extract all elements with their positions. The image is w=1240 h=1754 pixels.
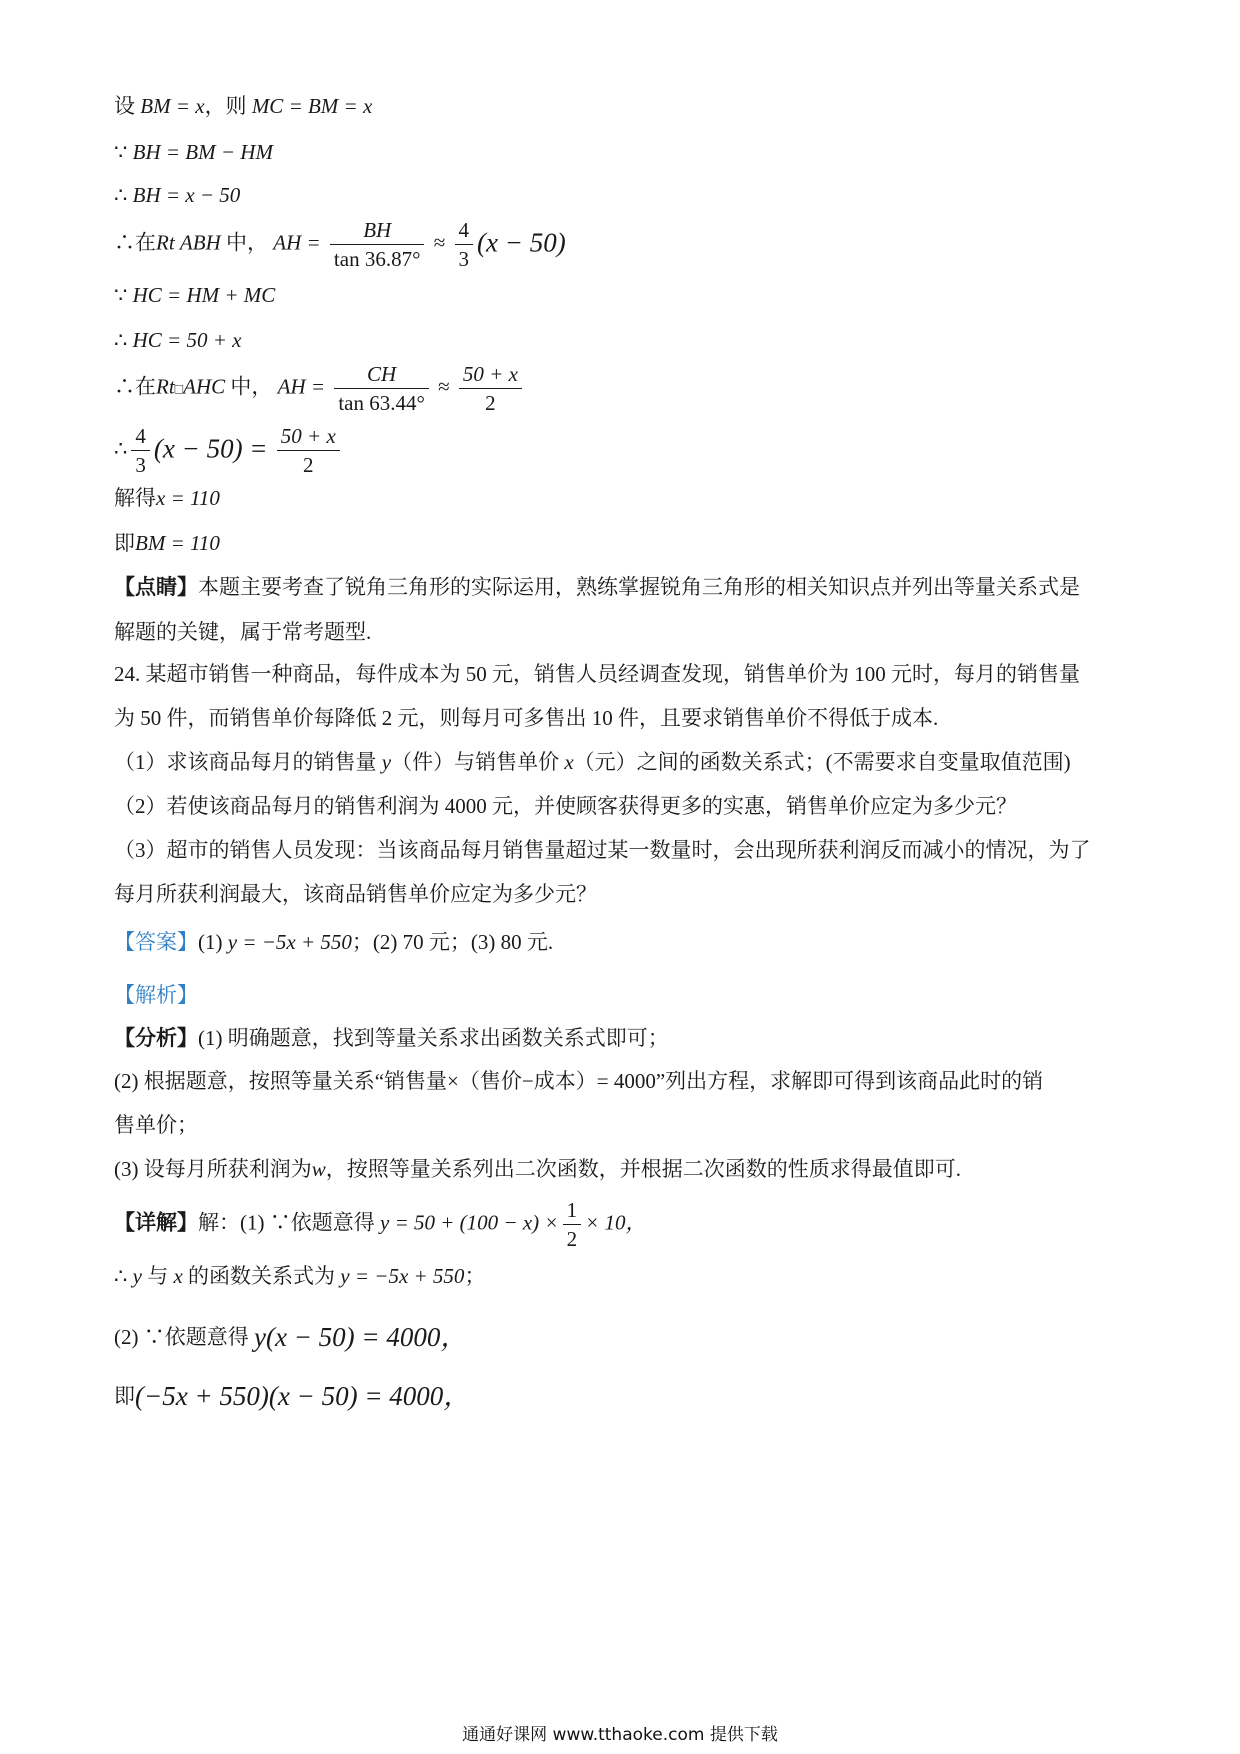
text: 售单价； (114, 1113, 198, 1137)
text: 设 (114, 94, 135, 118)
footer-text: 通通好课网 www.tthaoke.com 提供下载 (462, 1725, 778, 1745)
fenxi-line-2 (114, 1069, 1043, 1094)
text: 为 50 件，而销售单价每降低 2 元，则每月可多售出 10 件，且要求销售单价不得低于成本. (114, 706, 939, 730)
text: （3）超市的销售人员发现：当该商品每月销售量超过某一数量时，会出现所获利润反而减小的情况，为了 (114, 838, 1091, 862)
therefore-symbol: ∴ (114, 328, 128, 352)
math: AH = (277, 374, 326, 399)
because-symbol: ∵ (114, 140, 128, 164)
math: y = −5x + 550 (340, 1264, 465, 1288)
math: y = −5x + 550 (227, 930, 352, 954)
denominator: tan 63.44° (338, 391, 425, 416)
therefore-symbol: ∴ (114, 183, 128, 207)
question-24-sub-1 (114, 750, 1071, 775)
solution-line-8 (114, 424, 344, 477)
math: Rt (156, 374, 175, 399)
detail-line-2 (114, 1264, 485, 1289)
approx-symbol: ≈ (433, 230, 446, 255)
detail-tag: 【详解】 (114, 1210, 198, 1235)
numerator: CH (334, 362, 429, 389)
analysis-tag: 【解析】 (114, 983, 198, 1007)
solution-line-7 (114, 362, 526, 415)
math: × 10， (585, 1210, 647, 1235)
math: AH = (273, 230, 321, 255)
text: (2) ∵依题意得 (114, 1325, 249, 1349)
math: x (564, 750, 574, 774)
math: AHC (183, 374, 226, 399)
math: y = 50 + (100 − x) × (380, 1210, 559, 1235)
math: y(x − 50) = 4000， (254, 1322, 468, 1352)
solution-line-2 (114, 140, 273, 165)
detail-line-3 (114, 1321, 467, 1353)
solution-line-6 (114, 328, 241, 353)
text: 即 (114, 1384, 135, 1408)
text: ；(2) 70 元；(3) 80 元. (351, 930, 554, 954)
approx-symbol: ≈ (438, 374, 450, 399)
solution-line-5 (114, 283, 275, 308)
text: 解：(1) ∵依题意得 (198, 1210, 375, 1235)
solution-line-1 (114, 94, 372, 119)
text: （1）求该商品每月的销售量 (114, 750, 377, 774)
text: (1) 明确题意，找到等量关系求出函数关系式即可； (198, 1026, 669, 1050)
denominator: 3 (458, 247, 470, 272)
text: 中， (226, 230, 268, 255)
math: x (173, 1264, 183, 1288)
comment-tag: 【点睛】 (114, 575, 198, 599)
text: 每月所获利润最大，该商品销售单价应定为多少元？ (114, 882, 597, 906)
text: ； (464, 1264, 486, 1288)
detail-line-1 (114, 1198, 646, 1251)
math: Rt (156, 230, 175, 255)
solution-line-9 (114, 486, 220, 511)
text: ，则 (204, 94, 247, 118)
math: ABH (179, 230, 221, 255)
analysis-heading (114, 983, 198, 1008)
math: y (381, 750, 392, 774)
question-24-sub-3-line-1 (114, 838, 1091, 863)
fenxi-line-3 (114, 1113, 198, 1138)
text: ，按照等量关系列出二次函数，并根据二次函数的性质求得最值即可. (325, 1157, 962, 1181)
comment-line-1 (114, 575, 1080, 600)
math: w (311, 1157, 326, 1181)
denominator: 2 (485, 391, 496, 416)
question-24-sub-3-line-2 (114, 882, 597, 907)
text: 24. 某超市销售一种商品，每件成本为 50 元，销售人员经调查发现，销售单价为 100 元时，每月的销售量 (114, 662, 1080, 686)
fraction (455, 218, 474, 271)
solution-line-10 (114, 531, 220, 556)
missing-glyph-box: □ (174, 382, 184, 398)
question-24-line-1 (114, 662, 1080, 687)
comment-line-2 (114, 620, 371, 645)
fenxi-tag: 【分析】 (114, 1026, 198, 1050)
text: 本题主要考查了锐角三角形的实际运用，熟练掌握锐角三角形的相关知识点并列出等量关系式是 (198, 575, 1080, 599)
math: HC = 50 + x (132, 328, 242, 352)
answer-tag: 【答案】 (114, 930, 198, 954)
solution-line-3 (114, 183, 240, 208)
text: 与 (147, 1264, 169, 1288)
math: (x − 50) = (153, 433, 268, 464)
text: 的函数关系式为 (188, 1264, 336, 1288)
text: ∴在 (114, 230, 156, 255)
math: (x − 50) (477, 227, 566, 258)
numerator: 50 + x (459, 362, 522, 389)
numerator: 4 (455, 218, 474, 245)
math: HC = HM + MC (132, 283, 276, 307)
fraction (459, 362, 522, 415)
math: BH = BM − HM (132, 140, 273, 164)
fenxi-line-1 (114, 1026, 669, 1051)
text: （件）与销售单价 (391, 750, 560, 774)
fraction (563, 1198, 582, 1251)
text: ∴在 (114, 374, 156, 399)
numerator: 50 + x (277, 424, 340, 451)
fraction (330, 218, 425, 271)
fraction (277, 424, 340, 477)
text: （2）若使该商品每月的销售利润为 4000 元，并使顾客获得更多的实惠，销售单价应定为多少元？ (114, 794, 1017, 818)
math: BM = 110 (135, 531, 220, 555)
answer-line (114, 930, 553, 955)
text: (3) 设每月所获利润为 (114, 1157, 312, 1181)
question-24-sub-2 (114, 794, 1017, 819)
denominator: 3 (135, 453, 146, 478)
text: 解得 (114, 486, 156, 510)
denominator: 2 (303, 453, 314, 478)
fraction (131, 424, 150, 477)
denominator: tan 36.87° (333, 247, 421, 272)
text: 中， (230, 374, 273, 399)
denominator: 2 (566, 1227, 578, 1252)
math: BM = x (140, 94, 205, 118)
text: (1) (198, 930, 223, 954)
solution-line-4 (114, 218, 566, 271)
numerator: 1 (563, 1198, 582, 1225)
math: BH = x − 50 (132, 183, 241, 207)
because-symbol: ∵ (114, 283, 128, 307)
detail-line-4 (114, 1380, 470, 1412)
question-24-line-2 (114, 706, 938, 731)
numerator: BH (330, 218, 425, 245)
text: 解题的关键，属于常考题型. (114, 620, 372, 644)
fraction (334, 362, 429, 415)
text: (2) 根据题意，按照等量关系“销售量×（售价−成本）= 4000”列出方程，求解即可得到该商品此时的销 (114, 1069, 1044, 1093)
therefore-symbol: ∴ (114, 1264, 128, 1288)
fenxi-line-4 (114, 1157, 961, 1182)
math: y (132, 1264, 142, 1288)
text: 即 (114, 531, 135, 555)
math: (−5x + 550)(x − 50) = 4000， (135, 1381, 471, 1411)
therefore-symbol: ∴ (114, 436, 128, 461)
math: x = 110 (156, 486, 220, 510)
numerator: 4 (131, 424, 150, 451)
math: MC = BM = x (251, 94, 373, 118)
text: （元）之间的函数关系式；(不需要求自变量取值范围) (573, 750, 1071, 774)
